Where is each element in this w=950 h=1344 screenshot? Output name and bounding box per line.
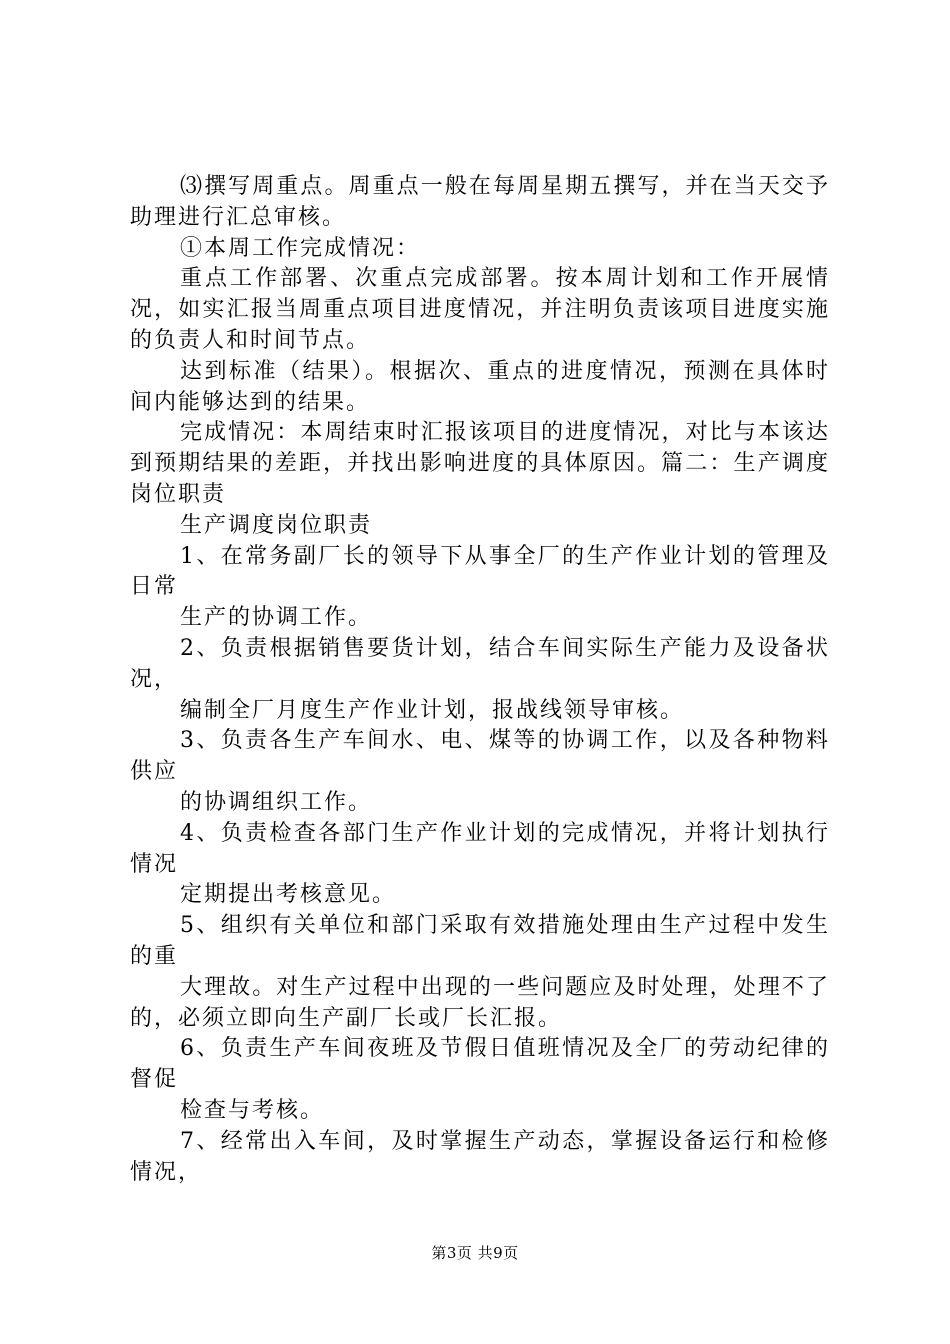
duty-item: 3、负责各生产车间水、电、煤等的协调工作，以及各种物料供应	[130, 728, 830, 785]
page-number-footer: 第3页 共9页	[431, 1244, 519, 1262]
duty-continuation: 定期提出考核意见。	[180, 882, 397, 908]
duty-continuation: 生产的协调工作。	[180, 605, 373, 631]
paragraph: 重点工作部署、次重点完成部署。按本周计划和工作开展情况，如实汇报当周重点项目进度情况，并注明负责该项目进度实施的负责人和时间节点。	[130, 266, 830, 353]
duty-continuation: 编制全厂月度生产作业计划，报战线领导审核。	[180, 697, 685, 723]
duty-item: 1、在常务副厂长的领导下从事全厂的生产作业计划的管理及日常	[130, 543, 830, 600]
section-heading: 生产调度岗位职责	[180, 512, 373, 538]
duty-item: 5、组织有关单位和部门采取有效措施处理由生产过程中发生的重	[130, 913, 830, 969]
paragraph: 达到标准（结果）。根据次、重点的进度情况，预测在具体时间内能够达到的结果。	[130, 358, 830, 415]
duty-item: 2、负责根据销售要货计划，结合车间实际生产能力及设备状况，	[130, 635, 830, 692]
duty-item: 4、负责检查各部门生产作业计划的完成情况，并将计划执行情况	[130, 820, 830, 877]
paragraph: ⑶撰写周重点。周重点一般在每周星期五撰写，并在当天交予助理进行汇总审核。	[130, 174, 830, 230]
paragraph: 完成情况：本周结束时汇报该项目的进度情况，对比与本该达到预期结果的差距，并找出影响进度的具体原因。篇二：生产调度岗位职责	[130, 420, 830, 507]
document-body	[130, 172, 830, 1188]
duty-continuation: 检查与考核。	[180, 1097, 325, 1123]
duty-continuation: 大理故。对生产过程中出现的一些问题应及时处理，处理不了的，必须立即向生产副厂长或厂长汇报。	[130, 974, 830, 1031]
paragraph: ①本周工作完成情况：	[180, 235, 421, 261]
duty-item: 6、负责生产车间夜班及节假日值班情况及全厂的劳动纪律的督促	[130, 1036, 830, 1093]
duty-continuation: 的协调组织工作。	[180, 789, 373, 815]
duty-item: 7、经常出入车间，及时掌握生产动态，掌握设备运行和检修情况，	[130, 1128, 830, 1185]
